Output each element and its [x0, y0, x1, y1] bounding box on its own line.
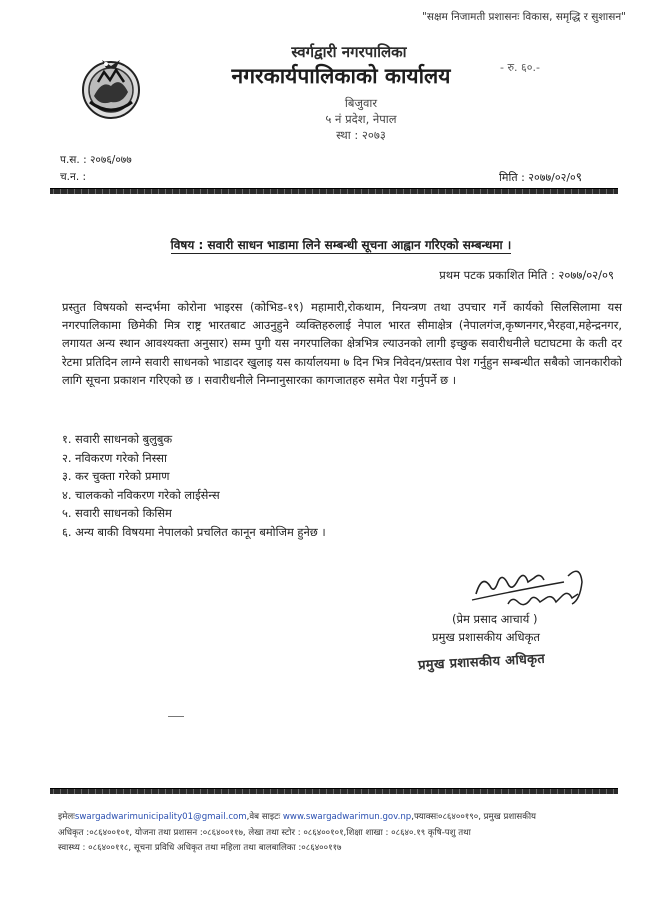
reference-number: प.स. : २०७६/०७७ — [60, 154, 132, 166]
list-item: २. नविकरण गरेको निस्सा — [62, 450, 167, 465]
footer-line-2: अधिकृत :०८६४००१०१, योजना तथा प्रशासन :०८६४००११७, लेखा तथा स्टोर : ०८६४००१०१,शिक्षा शाखा : ०८६४०.१९ कृषि-पशु तथा — [58, 827, 471, 838]
motto: "सक्षम निजामती प्रशासनः विकास, समृद्धि र सुशासन" — [422, 11, 626, 23]
email-link[interactable]: swargadwarimunicipality01@gmail.com — [74, 812, 247, 822]
website-label: ,वेब साइटः — [246, 812, 281, 822]
province-line: ५ नं प्रदेश, नेपाल — [325, 112, 397, 126]
list-item: ६. अन्य बाकी विषयमा नेपालको प्रचलित कानून बमोजिम हुनेछ । — [62, 524, 326, 539]
issue-date-hand-digit: ९ — [575, 170, 582, 184]
municipality-name: स्वर्गद्वारी नगरपालिका — [291, 43, 407, 61]
signatory-name: (प्रेम प्रसाद आचार्य ) — [452, 612, 538, 626]
issue-date-label: मिति : २०७७/०२/० — [499, 171, 576, 184]
handwritten-signature — [468, 560, 588, 610]
notice-body: प्रस्तुत विषयको सन्दर्भमा कोरोना भाइरस (कोभिड-१९) महामारी,रोकथाम, नियन्त्रण तथा उपचार गर्ने कार्यको सिलसिलामा यस नगरपालिकामा छिमेकी मित्र राष्ट्र भारतबाट आउनुहुने व्यक्तिहरुलाई नेपाल भारत सीमाक्षेत्र (नेपालगंज,कृष्णनगर,भैरहवा,महेन्द्रनगर, लगायत अन्य स्थान आवश्यक्ता अनुसार) सम्म पुगी यस नगरपालिका क्षेत्रभित्र ल्याउनको लागी इच्छुक सवारीधनीले घटाघटमा के कती दर रेटमा प्रतिदिन लाग्ने सवारी साधनको भाडादर खुलाइ यस कार्यालयमा ७ दिन भित्र निवेदन/प्रस्ताव पेश गर्नुहुन सम्बन्धीत सबैको जानकारीको लागि सूचना प्रकाशन गरिएको छ । सवारीधनीले निम्नानुसारका कागजातहरु समेत पेश गर्नुपर्ने छ । — [62, 300, 622, 387]
email-label: इमेलः — [58, 812, 75, 822]
established-line: स्था : २०७३ — [336, 128, 386, 142]
required-documents-list — [62, 430, 326, 542]
subject-line — [0, 236, 662, 253]
fax-text: ,फ्याक्सः०८६४००१९०, प्रमुख प्रशासकीय — [411, 812, 537, 822]
list-item: १. सवारी साधनको बुलुबुक — [62, 432, 173, 446]
location-line: बिजुवार — [344, 96, 378, 110]
stray-mark — [168, 716, 184, 717]
published-hand-digit: ९ — [608, 268, 614, 282]
published-date — [439, 268, 614, 283]
website-link[interactable]: www.swargadwarimun.gov.np — [282, 812, 412, 822]
list-item: ३. कर चुक्ता गरेको प्रमाण — [62, 469, 170, 484]
hand-mark: - रु. ६०.- — [500, 61, 540, 74]
issue-date — [499, 168, 582, 185]
subject-text: विषय : सवारी साधन भाडामा लिने सम्बन्धी सूचना आह्वान गरिएको सम्बन्धमा । — [170, 238, 512, 252]
signatory-stamp: प्रमुख प्रशासकीय अधिकृत — [417, 651, 546, 674]
list-item: ५. सवारी साधनको किसिम — [62, 506, 172, 521]
footer-line-3: स्वास्थ्य : ०८६४००११८, सूचना प्रविधि अधिकृत तथा महिला तथा बालबालिका :०८६४००११७ — [58, 843, 342, 853]
footer-rule — [50, 788, 618, 794]
published-date-label: प्रथम पटक प्रकाशित मिति : २०७७/०२/० — [439, 268, 609, 282]
header-rule — [50, 188, 618, 194]
signatory-title: प्रमुख प्रशासकीय अधिकृत — [432, 630, 540, 644]
office-name: नगरकार्यपालिकाको कार्यालय — [231, 64, 451, 88]
contact-footer — [58, 810, 618, 857]
footer-line-1 — [58, 810, 618, 826]
dispatch-number: च.न. : — [60, 171, 87, 183]
list-item: ४. चालकको नविकरण गरेको लाईसेन्स — [62, 487, 220, 502]
